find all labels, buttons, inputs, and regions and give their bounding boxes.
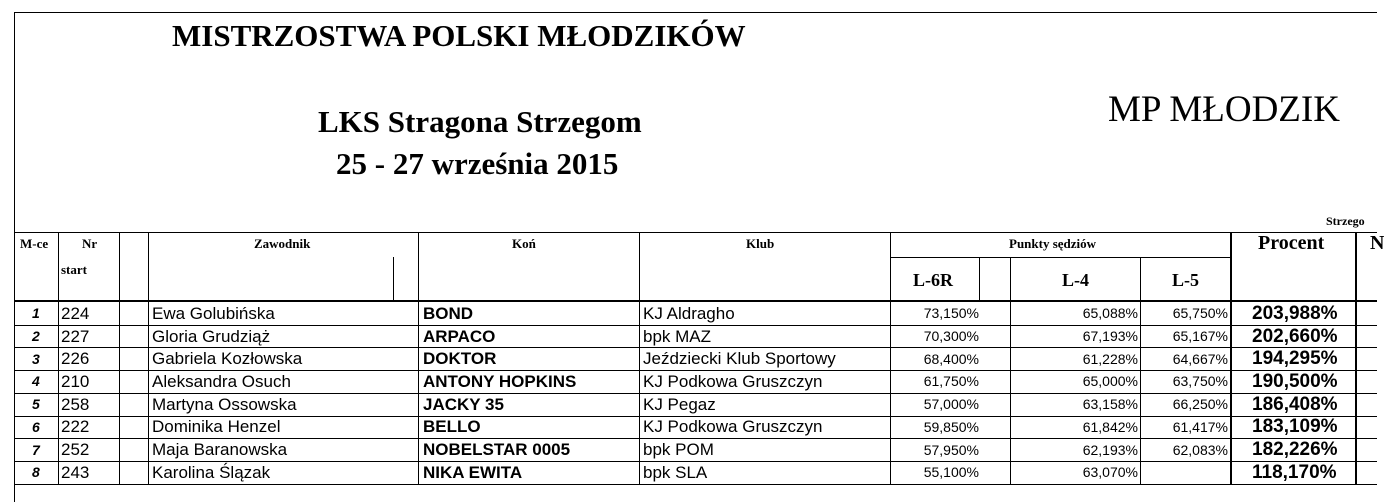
cell-horse: BELLO	[423, 417, 481, 436]
row-divider	[14, 438, 1377, 439]
cell-l5: 66,250%	[1172, 396, 1228, 412]
cell-l6r: 68,400%	[923, 351, 979, 367]
cell-place: 1	[32, 305, 40, 321]
col-divider	[58, 232, 59, 484]
cell-club: bpk POM	[643, 440, 714, 459]
cell-l5: 64,667%	[1172, 351, 1228, 367]
cell-l6r: 57,000%	[923, 396, 979, 412]
col-horse-header: Koń	[512, 236, 536, 251]
cell-l6r: 55,100%	[923, 464, 979, 480]
cell-percent: 183,109%	[1252, 416, 1338, 437]
cell-l4: 61,842%	[1082, 419, 1138, 435]
col-percent-header: Procent	[1258, 232, 1325, 254]
cell-l6r: 59,850%	[923, 419, 979, 435]
cell-rider: Aleksandra Osuch	[152, 372, 291, 391]
cell-percent: 186,408%	[1252, 394, 1338, 415]
cell-rider: Martyna Ossowska	[152, 395, 297, 414]
dates-line: 25 - 27 września 2015	[336, 146, 619, 181]
cell-place: 7	[32, 442, 40, 458]
header-bottom-line	[14, 300, 1377, 302]
cell-l4: 63,158%	[1082, 396, 1138, 412]
cell-percent: 190,500%	[1252, 371, 1338, 392]
judges-divider-line	[890, 257, 1230, 258]
cell-place: 3	[32, 351, 40, 367]
cell-l6r: 73,150%	[923, 305, 979, 321]
cell-place: 2	[32, 328, 40, 344]
cell-nr: 226	[61, 349, 90, 368]
cell-horse: NIKA EWITA	[423, 463, 523, 482]
col-divider	[119, 232, 120, 484]
col-divider	[148, 232, 149, 484]
cell-l6r: 61,750%	[923, 373, 979, 389]
cell-l6r: 57,950%	[923, 442, 979, 458]
row-divider	[14, 347, 1377, 348]
cell-club: KJ Pegaz	[643, 395, 716, 414]
cell-place: 6	[32, 419, 40, 435]
cell-horse: DOKTOR	[423, 349, 497, 368]
col-extra-header: N	[1370, 232, 1384, 254]
col-divider	[979, 257, 980, 301]
row-divider	[14, 370, 1377, 371]
cell-l4: 67,193%	[1082, 328, 1138, 344]
cell-percent: 182,226%	[1252, 439, 1338, 460]
col-l6r-header: L-6R	[913, 270, 953, 290]
cell-club: KJ Aldragho	[643, 304, 735, 323]
side-small-label: Strzego	[1326, 214, 1365, 228]
cell-rider: Maja Baranowska	[152, 440, 288, 459]
cell-horse: BOND	[423, 304, 474, 323]
col-divider	[393, 257, 394, 301]
cell-place: 4	[32, 373, 40, 389]
cell-nr: 227	[61, 327, 90, 346]
frame-top	[14, 12, 1377, 13]
row-divider	[14, 484, 1377, 485]
row-divider	[14, 393, 1377, 394]
col-l4-header: L-4	[1062, 270, 1089, 290]
col-start-header: start	[61, 262, 87, 277]
cell-club: KJ Podkowa Gruszczyn	[643, 372, 823, 391]
col-place-header: M-ce	[20, 236, 49, 251]
cell-nr: 252	[61, 440, 90, 459]
cell-club: bpk MAZ	[643, 327, 712, 346]
cell-horse: NOBELSTAR 0005	[423, 440, 571, 459]
cell-rider: Ewa Golubińska	[152, 304, 275, 323]
frame-left	[14, 12, 15, 502]
cell-place: 8	[32, 464, 40, 480]
col-rider-header: Zawodnik	[254, 236, 311, 251]
cell-club: bpk SLA	[643, 463, 708, 482]
cell-club: Jeździecki Klub Sportowy	[643, 349, 836, 368]
cell-percent: 203,988%	[1252, 303, 1338, 324]
cell-rider: Karolina Ślązak	[152, 463, 271, 482]
cell-horse: JACKY 35	[423, 395, 504, 414]
cell-l5: 63,750%	[1172, 373, 1228, 389]
cell-l5: 65,167%	[1172, 328, 1228, 344]
col-divider	[639, 232, 640, 484]
col-divider	[1355, 232, 1357, 484]
cell-percent: 202,660%	[1252, 326, 1338, 347]
cell-l5: 62,083%	[1172, 442, 1228, 458]
cell-l4: 61,228%	[1082, 351, 1138, 367]
cell-nr: 210	[61, 372, 90, 391]
col-divider	[418, 232, 419, 484]
table-top-line	[14, 232, 1377, 233]
cell-percent: 194,295%	[1252, 348, 1338, 369]
cell-l4: 65,000%	[1082, 373, 1138, 389]
col-divider	[890, 232, 891, 484]
cell-rider: Gloria Grudziąż	[152, 327, 271, 346]
cell-l6r: 70,300%	[923, 328, 979, 344]
row-divider	[14, 461, 1377, 462]
cell-nr: 224	[61, 304, 90, 323]
col-nr-header: Nr	[82, 236, 98, 251]
col-divider	[1230, 232, 1232, 484]
cell-rider: Dominika Henzel	[152, 417, 281, 436]
cell-nr: 258	[61, 395, 90, 414]
cell-horse: ANTONY HOPKINS	[423, 372, 577, 391]
cell-nr: 222	[61, 417, 90, 436]
cell-l4: 62,193%	[1082, 442, 1138, 458]
cell-horse: ARPACO	[423, 327, 496, 346]
col-judges-header: Punkty sędziów	[1009, 236, 1097, 251]
col-l5-header: L-5	[1172, 270, 1199, 290]
document-title: MISTRZOSTWA POLSKI MŁODZIKÓW	[172, 18, 746, 53]
cell-l5: 65,750%	[1172, 305, 1228, 321]
cell-l5: 61,417%	[1172, 419, 1228, 435]
cell-percent: 118,170%	[1252, 462, 1337, 483]
cell-l4: 65,088%	[1082, 305, 1138, 321]
col-club-header: Klub	[746, 236, 775, 251]
venue-line: LKS Stragona Strzegom	[318, 104, 642, 139]
cell-rider: Gabriela Kozłowska	[152, 349, 303, 368]
side-title: MP MŁODZIK	[1108, 89, 1340, 130]
cell-place: 5	[32, 396, 40, 412]
cell-club: KJ Podkowa Gruszczyn	[643, 417, 823, 436]
row-divider	[14, 325, 1377, 326]
cell-l4: 63,070%	[1082, 464, 1138, 480]
cell-nr: 243	[61, 463, 90, 482]
